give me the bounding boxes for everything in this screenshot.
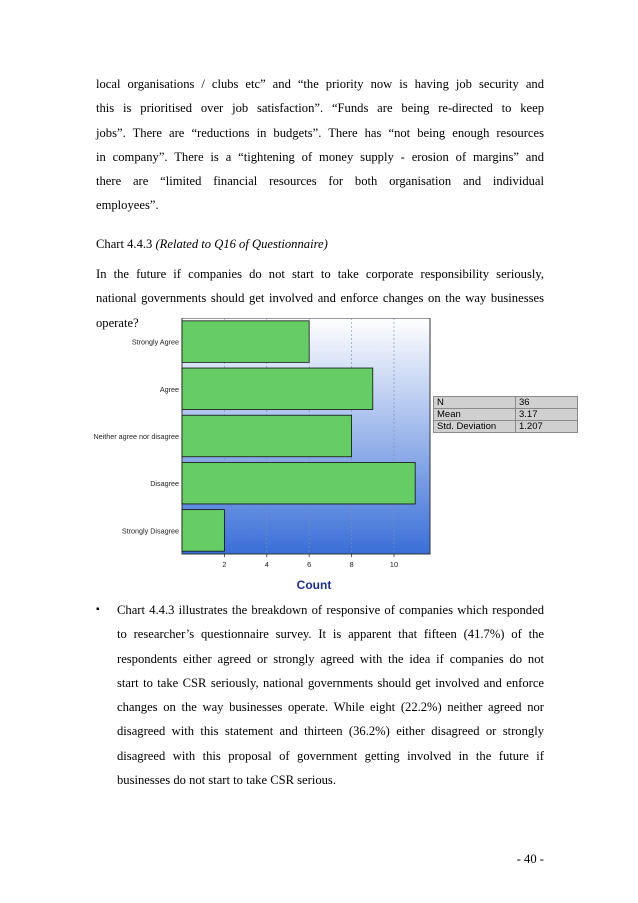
stats-value: 1.207	[516, 421, 578, 433]
stats-label: Mean	[434, 409, 516, 421]
chart-caption-note: (Related to Q16 of Questionnaire)	[155, 237, 328, 251]
category-label: Neither agree nor disagree	[93, 432, 179, 441]
tick-label: 4	[264, 560, 269, 569]
question-line: national governments should get involved and enforce changes on the way businesses	[96, 291, 544, 306]
category-labels	[93, 338, 179, 536]
bullet-icon: ▪	[96, 604, 100, 615]
axis	[182, 554, 430, 557]
bar	[182, 321, 309, 363]
page-number: - 40 -	[516, 852, 544, 866]
intro-line: there are “limited financial resources for both organisation and individual	[96, 174, 544, 189]
tick-label: 6	[307, 560, 312, 569]
category-label: Disagree	[150, 479, 179, 489]
stats-row	[434, 421, 578, 433]
intro-line: local organisations / clubs etc” and “the priority now is having job security and	[96, 77, 544, 91]
bar	[182, 510, 224, 552]
bar	[182, 415, 352, 457]
analysis-line: businesses do not start to take CSR serious.	[117, 773, 336, 788]
stats-label: N	[434, 397, 516, 409]
stats-value: 3.17	[516, 409, 578, 421]
stats-label: Std. Deviation	[434, 421, 516, 433]
intro-line: jobs”. There are “reductions in budgets”. There has “not being enough resources	[96, 125, 544, 140]
statistics-table	[433, 396, 578, 433]
category-label: Strongly Disagree	[121, 526, 179, 536]
tick-label: 10	[389, 560, 399, 569]
bar	[182, 368, 373, 410]
chart-caption-label: Chart 4.4.3	[96, 237, 156, 251]
chart-caption	[96, 234, 328, 254]
analysis-paragraph	[117, 598, 544, 792]
stats-value: 36	[516, 397, 578, 409]
bar-chart	[72, 318, 592, 598]
intro-line: employees”.	[96, 198, 159, 213]
analysis-line: to researcher’s questionnaire survey. It is apparent that fifteen (41.7%) of the	[117, 627, 544, 642]
stats-row	[434, 397, 578, 409]
stats-row	[434, 409, 578, 421]
question-line: In the future if companies do not start to take corporate responsibility seriously,	[96, 267, 544, 281]
intro-line: this is prioritised over job satisfaction”. “Funds are being re-directed to keep	[96, 101, 544, 116]
intro-line: in company”. There is a “tightening of money supply - erosion of margins” and	[96, 149, 544, 164]
analysis-line: start to take CSR seriously, national governments should get involved and enforce	[117, 675, 544, 690]
analysis-line: disagreed with this statement and thirteen (36.2%) either disagreed or strongly	[117, 724, 544, 739]
tick-labels	[222, 560, 398, 569]
category-label: Strongly Agree	[131, 337, 179, 347]
x-axis-title: Count	[296, 578, 332, 592]
analysis-line: changes on the way businesses operate. While eight (22.2%) neither agreed nor	[117, 700, 544, 715]
analysis-line: respondents either agreed or strongly agreed with the idea if companies do not	[117, 651, 544, 666]
bar	[182, 462, 415, 504]
bar-chart-svg	[72, 318, 592, 598]
tick-label: 2	[222, 560, 227, 569]
category-label: Agree	[159, 384, 179, 394]
analysis-line: Chart 4.4.3 illustrates the breakdown of responsive of companies which responded	[117, 603, 544, 617]
analysis-line: disagreed with this proposal of government getting involved in the future if	[117, 748, 544, 763]
question-line: operate?	[96, 315, 139, 330]
tick-label: 8	[349, 560, 354, 569]
intro-paragraph	[96, 72, 544, 218]
